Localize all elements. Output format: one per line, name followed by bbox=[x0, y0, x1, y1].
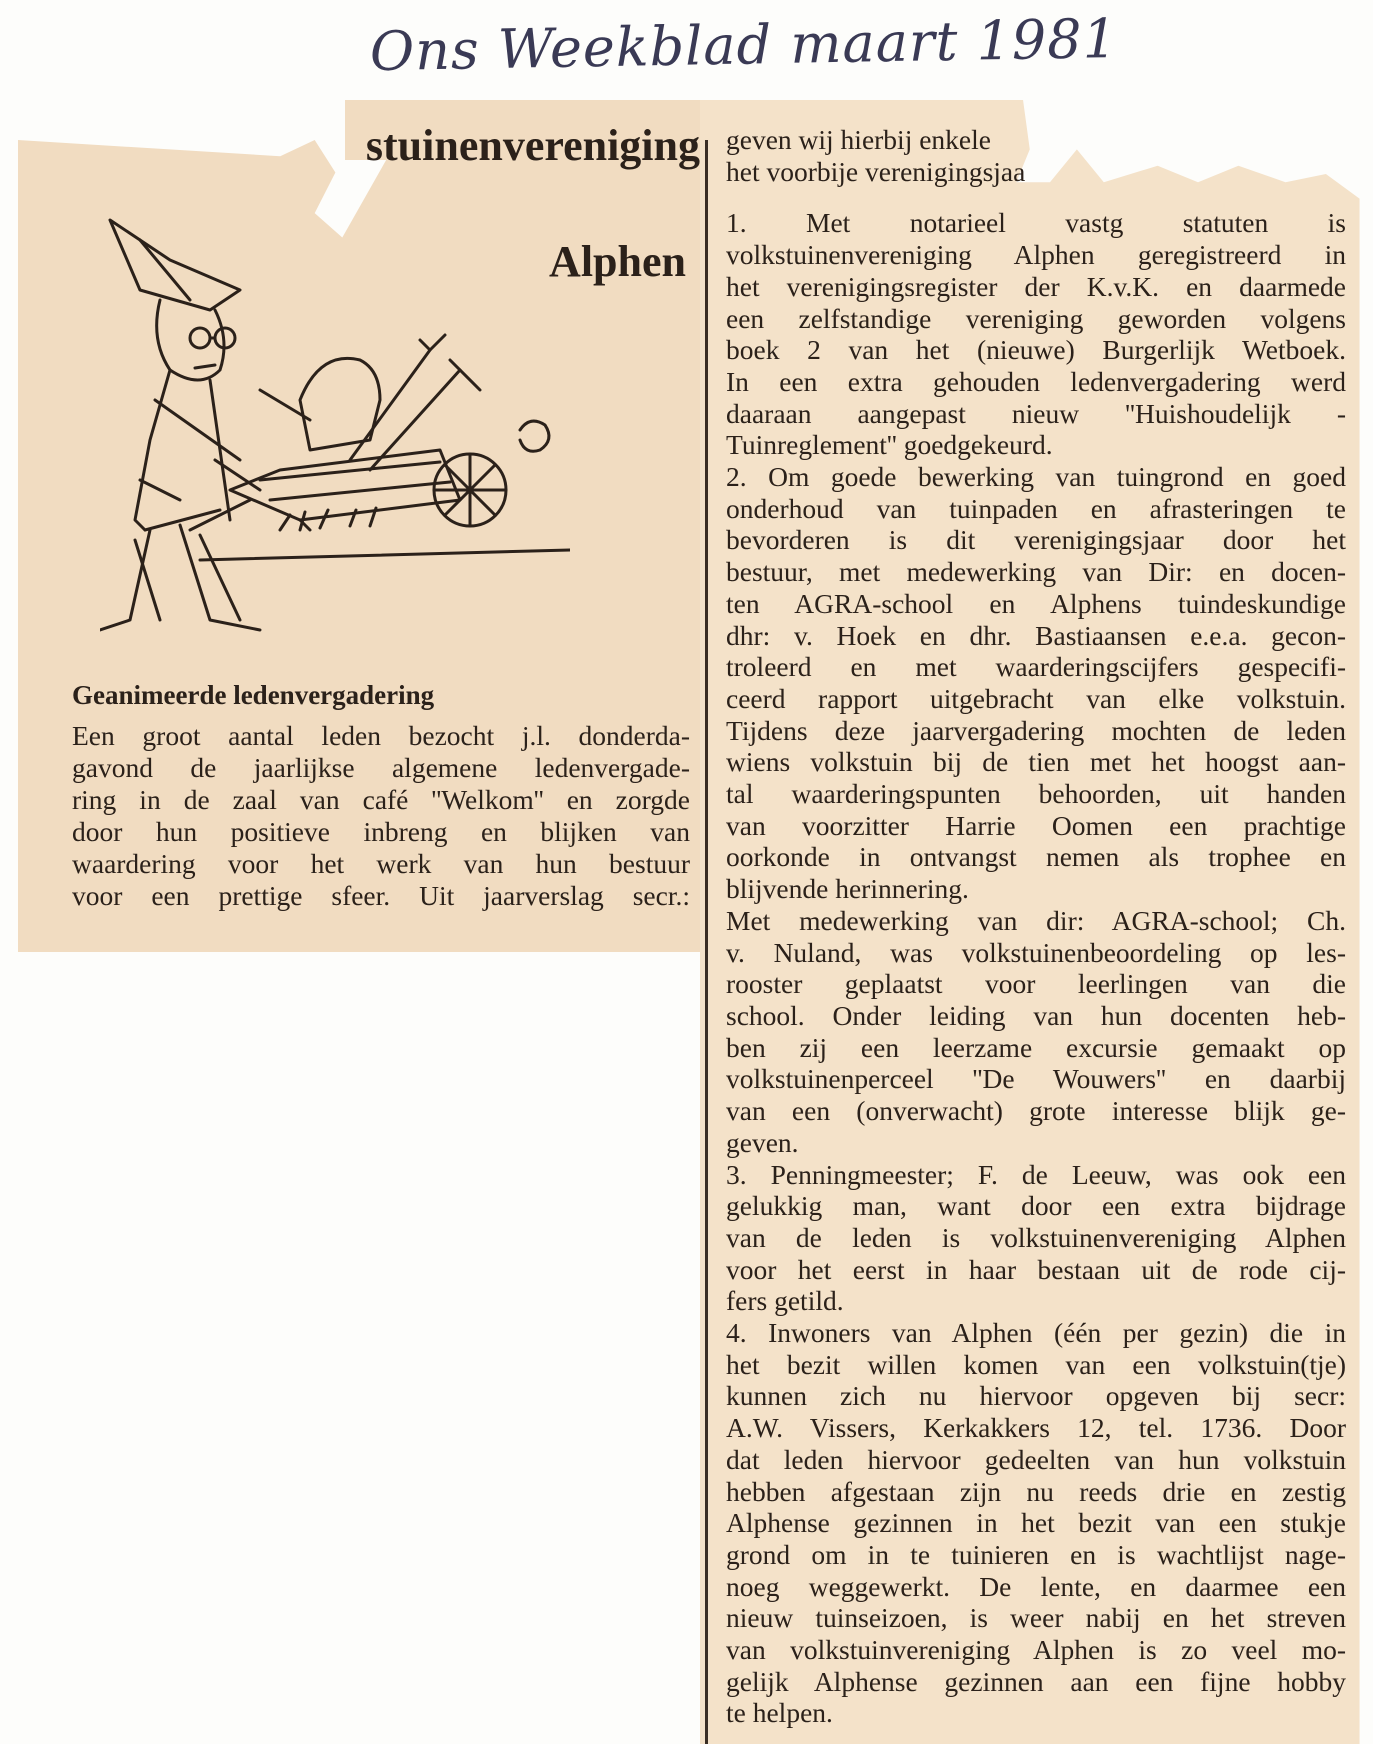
text-line: Met medewerking van dir: AGRA-school; Ch. bbox=[726, 904, 1346, 936]
text-line: ring in de zaal van café ''Welkom'' en zorgde bbox=[72, 784, 690, 815]
right-column-text bbox=[726, 124, 1346, 1729]
text-line: school. Onder leiding van hun docenten heb- bbox=[726, 999, 1346, 1031]
text-line: 4. Inwoners van Alphen (één per gezin) die in bbox=[726, 1317, 1346, 1349]
text-line: blijvende herinnering. bbox=[726, 873, 969, 905]
text-line: tal waarderingspunten behoorden, uit handen bbox=[726, 778, 1346, 810]
text-line: hebben afgestaan zijn nu reeds drie en zestig bbox=[726, 1475, 1346, 1507]
text-line: te helpen. bbox=[726, 1697, 833, 1729]
text-line: waardering voor het werk van hun bestuur bbox=[72, 848, 690, 879]
text-line: het verenigingsregister der K.v.K. en daarmede bbox=[726, 270, 1346, 302]
column-divider bbox=[705, 140, 708, 1744]
text-line: 1. Met notarieel vastg statuten is bbox=[726, 207, 1346, 239]
text-line: Een groot aantal leden bezocht j.l. donderda- bbox=[72, 720, 690, 751]
article-subheading: Alphen bbox=[549, 237, 686, 286]
text-line: geven wij hierbij enkele bbox=[726, 124, 991, 155]
text-line: bestuur, met medewerking van Dir: en docen- bbox=[726, 556, 1346, 588]
text-line: A.W. Vissers, Kerkakkers 12, tel. 1736. Door bbox=[726, 1412, 1346, 1444]
article-heading: stuinenvereniging bbox=[365, 121, 700, 170]
wheelbarrow-gardener-illustration bbox=[100, 200, 570, 640]
text-line: volkstuinenperceel ''De Wouwers'' en daarbij bbox=[726, 1063, 1346, 1095]
text-line: onderhoud van tuinpaden en afrasteringen te bbox=[726, 492, 1346, 524]
text-line: gavond de jaarlijkse algemene ledenvergade- bbox=[72, 752, 690, 783]
text-line: voor het eerst in haar bestaan uit de rode cij- bbox=[726, 1253, 1346, 1285]
text-line: wiens volkstuin bij de tien met het hoogst aan- bbox=[726, 746, 1346, 778]
text-line: oorkonde in ontvangst nemen als trophee en bbox=[726, 841, 1346, 873]
text-line: van de leden is volkstuinenvereniging Alphen bbox=[726, 1221, 1346, 1253]
text-line: dhr: v. Hoek en dhr. Bastiaansen e.e.a. gecon- bbox=[726, 619, 1346, 651]
handwritten-note: Ons Weekblad maart 1981 bbox=[369, 7, 1119, 84]
text-line: ceerd rapport uitgebracht van elke volkstuin. bbox=[726, 682, 1346, 714]
text-line: Tijdens deze jaarvergadering mochten de leden bbox=[726, 714, 1346, 746]
text-line: kunnen zich nu hiervoor opgeven bij secr: bbox=[726, 1380, 1346, 1412]
text-line: volkstuinenvereniging Alphen geregistreerd in bbox=[726, 239, 1346, 271]
text-line: v. Nuland, was volkstuinenbeoordeling op les- bbox=[726, 936, 1346, 968]
text-line: dat leden hiervoor gedeelten van hun volkstuin bbox=[726, 1443, 1346, 1475]
text-line: het voorbije verenigingsjaa bbox=[726, 155, 1026, 187]
text-line: ten AGRA-school en Alphens tuindeskundige bbox=[726, 587, 1346, 619]
text-line: fers getild. bbox=[726, 1285, 844, 1317]
left-column-text bbox=[72, 720, 690, 912]
text-line: In een extra gehouden ledenvergadering werd bbox=[726, 365, 1346, 397]
text-line: van volkstuinvereniging Alphen is zo veel mo- bbox=[726, 1634, 1346, 1666]
text-line: van voorzitter Harrie Oomen een prachtige bbox=[726, 809, 1346, 841]
text-line: ben zij een leerzame excursie gemaakt op bbox=[726, 1031, 1346, 1063]
text-line: boek 2 van het (nieuwe) Burgerlijk Wetboek. bbox=[726, 334, 1346, 366]
text-line: voor een prettige sfeer. Uit jaarverslag secr.: bbox=[72, 880, 690, 911]
text-line: bevorderen is dit verenigingsjaar door het bbox=[726, 524, 1346, 556]
text-line: het bezit willen komen van een volkstuin(tje) bbox=[726, 1348, 1346, 1380]
text-line: grond om in te tuinieren en is wachtlijst nage- bbox=[726, 1538, 1346, 1570]
section-title: Geanimeerde ledenvergadering bbox=[72, 680, 435, 710]
text-line: troleerd en met waarderingscijfers gespecifi- bbox=[726, 651, 1346, 683]
text-line: gelukkig man, want door een extra bijdrage bbox=[726, 1190, 1346, 1222]
text-line: noeg weggewerkt. De lente, en daarmee een bbox=[726, 1570, 1346, 1602]
text-line: 2. Om goede bewerking van tuingrond en goed bbox=[726, 461, 1346, 493]
text-line: rooster geplaatst voor leerlingen van die bbox=[726, 968, 1346, 1000]
text-line: Tuinreglement'' goedgekeurd. bbox=[726, 429, 1053, 461]
text-line: Alphense gezinnen in het bezit van een stukje bbox=[726, 1507, 1346, 1539]
text-line: een zelfstandige vereniging geworden volgens bbox=[726, 302, 1346, 334]
text-line: gelijk Alphense gezinnen aan een fijne hobby bbox=[726, 1665, 1346, 1697]
text-line: nieuw tuinseizoen, is weer nabij en het streven bbox=[726, 1602, 1346, 1634]
text-line: van een (onverwacht) grote interesse blijk ge- bbox=[726, 1095, 1346, 1127]
text-line: geven. bbox=[726, 1126, 799, 1158]
text-line: door hun positieve inbreng en blijken van bbox=[72, 816, 690, 847]
text-line: 3. Penningmeester; F. de Leeuw, was ook een bbox=[726, 1158, 1346, 1190]
text-line: daaraan aangepast nieuw ''Huishoudelijk - bbox=[726, 397, 1346, 429]
